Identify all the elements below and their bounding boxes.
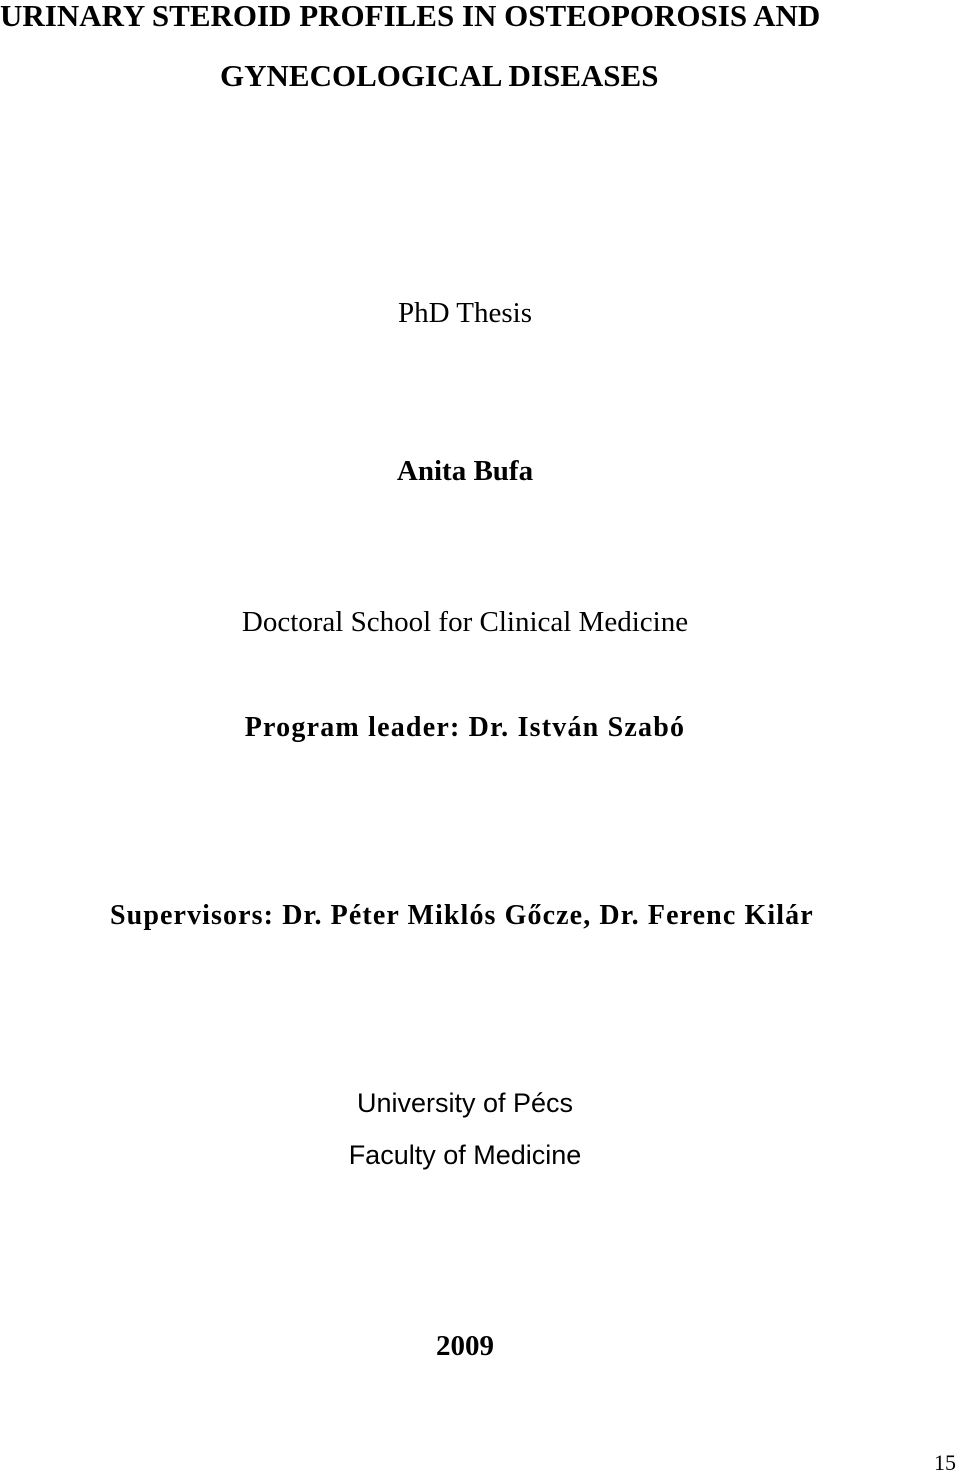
university-name: University of Pécs — [356, 1088, 574, 1118]
supervisors: Supervisors: Dr. Péter Miklós Gőcze, Dr. Ferenc Kilár — [110, 900, 814, 931]
year: 2009 — [436, 1330, 494, 1362]
thesis-title-line-1: URINARY STEROID PROFILES IN OSTEOPOROSIS AND — [0, 0, 821, 33]
page-number: 15 — [934, 1450, 956, 1475]
author-name: Anita Bufa — [396, 455, 534, 487]
faculty-name: Faculty of Medicine — [348, 1140, 582, 1170]
program-leader: Program leader: Dr. István Szabó — [244, 712, 686, 743]
thesis-title-line-2: GYNECOLOGICAL DISEASES — [220, 58, 659, 93]
doctoral-school: Doctoral School for Clinical Medicine — [241, 606, 689, 638]
degree-label: PhD Thesis — [397, 297, 532, 329]
